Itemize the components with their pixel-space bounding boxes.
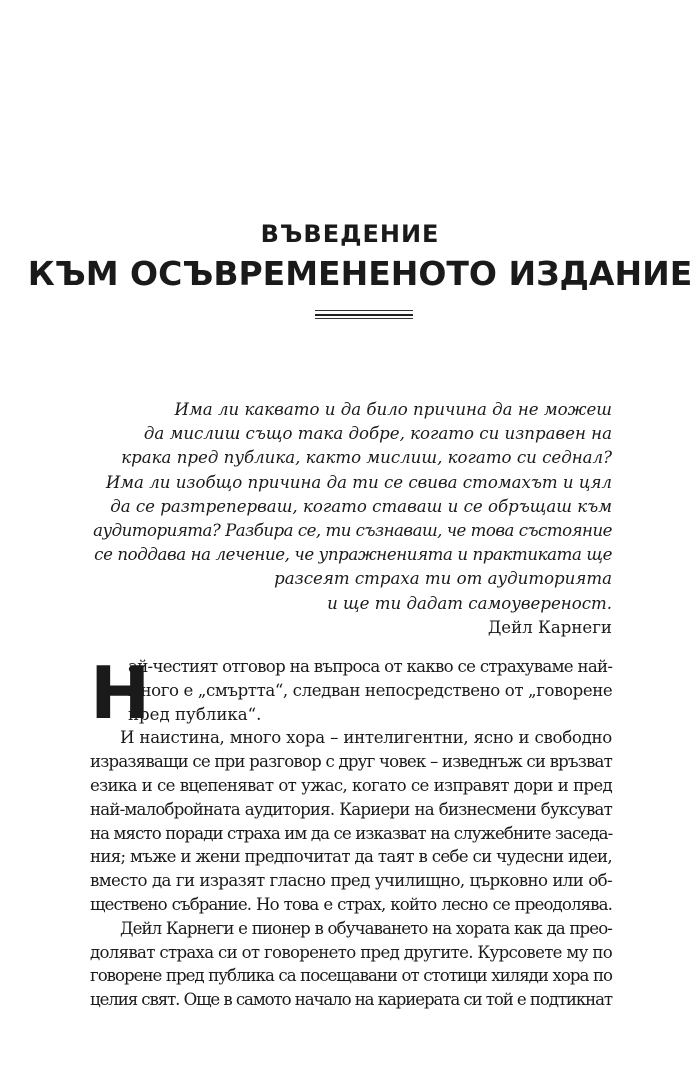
epigraph-line: да се разтреперваш, когато ставаш и се обръщаш към [110, 496, 612, 516]
chapter-title-line1: ВЪВЕДЕНИЕ [260, 220, 440, 248]
chapter-title-line2: КЪМ ОСЪВРЕМЕНЕНОТО ИЗДАНИЕ [27, 254, 693, 293]
ornament-line [315, 314, 413, 316]
epigraph-line: Има ли каквато и да било причина да не можеш [174, 400, 612, 419]
body-line: ай-честият отговор на въпроса от какво се страхуваме най- [128, 657, 613, 676]
body-line: езика и се вцепеняват от ужас, когато се изправят дори и пред [90, 775, 612, 795]
body-line: ния; мъже и жени предпочитат да таят в себе си чудесни идеи, [90, 847, 612, 867]
epigraph [92, 398, 612, 640]
epigraph-line: крака пред публика, както мислиш, когато си седнал? [121, 448, 612, 468]
ornament-line [315, 318, 413, 319]
drop-cap: Н [90, 651, 151, 735]
body-line: на място поради страха им да се изказват на служебните заседа- [90, 823, 613, 843]
body-line: говорене пред публика са посещавани от стотици хиляди хора по [90, 966, 612, 986]
body-line: ществено събрание. Но това е страх, който лесно се преодолява. [90, 894, 612, 914]
epigraph-author: Дейл Карнеги [487, 617, 612, 637]
body-line: вместо да ги изразят гласно пред училищно, църковно или об- [90, 871, 612, 891]
epigraph-line: и ще ти дадат самоувереност. [327, 593, 612, 613]
epigraph-line: да мислиш също така добре, когато си изправен на [143, 424, 612, 444]
ornament-line [315, 310, 413, 311]
epigraph-line: аудиторията? Разбира се, ти съзнаваш, че това състояние [93, 521, 612, 541]
epigraph-line: разсеят страха ти от аудиторията [274, 569, 612, 589]
title-ornament-rule [315, 310, 413, 319]
body-line: Дейл Карнеги е пионер в обучаването на хората как да прео- [120, 918, 612, 938]
body-line: изразяващи се при разговор с друг човек – изведнъж си връзват [90, 752, 612, 772]
body-line: целия свят. Още в самото начало на кариерата си той е подтикнат [90, 990, 612, 1010]
body-line: пред публика“. [128, 704, 262, 724]
body-line: много е „смъртта“, следван непосредствено от „говорене [128, 680, 613, 700]
body-text [90, 651, 613, 1012]
epigraph-line: се поддава на лечение, че упражненията и практиката ще [94, 545, 612, 565]
body-line: доляват страха си от говоренето пред другите. Курсовете му по [90, 942, 612, 962]
body-line: И наистина, много хора – интелигентни, ясно и свободно [120, 728, 612, 748]
epigraph-line: Има ли изобщо причина да ти се свива стомахът и цял [105, 472, 612, 492]
body-line: най-малобройната аудитория. Кариери на бизнесмени буксуват [90, 799, 612, 819]
